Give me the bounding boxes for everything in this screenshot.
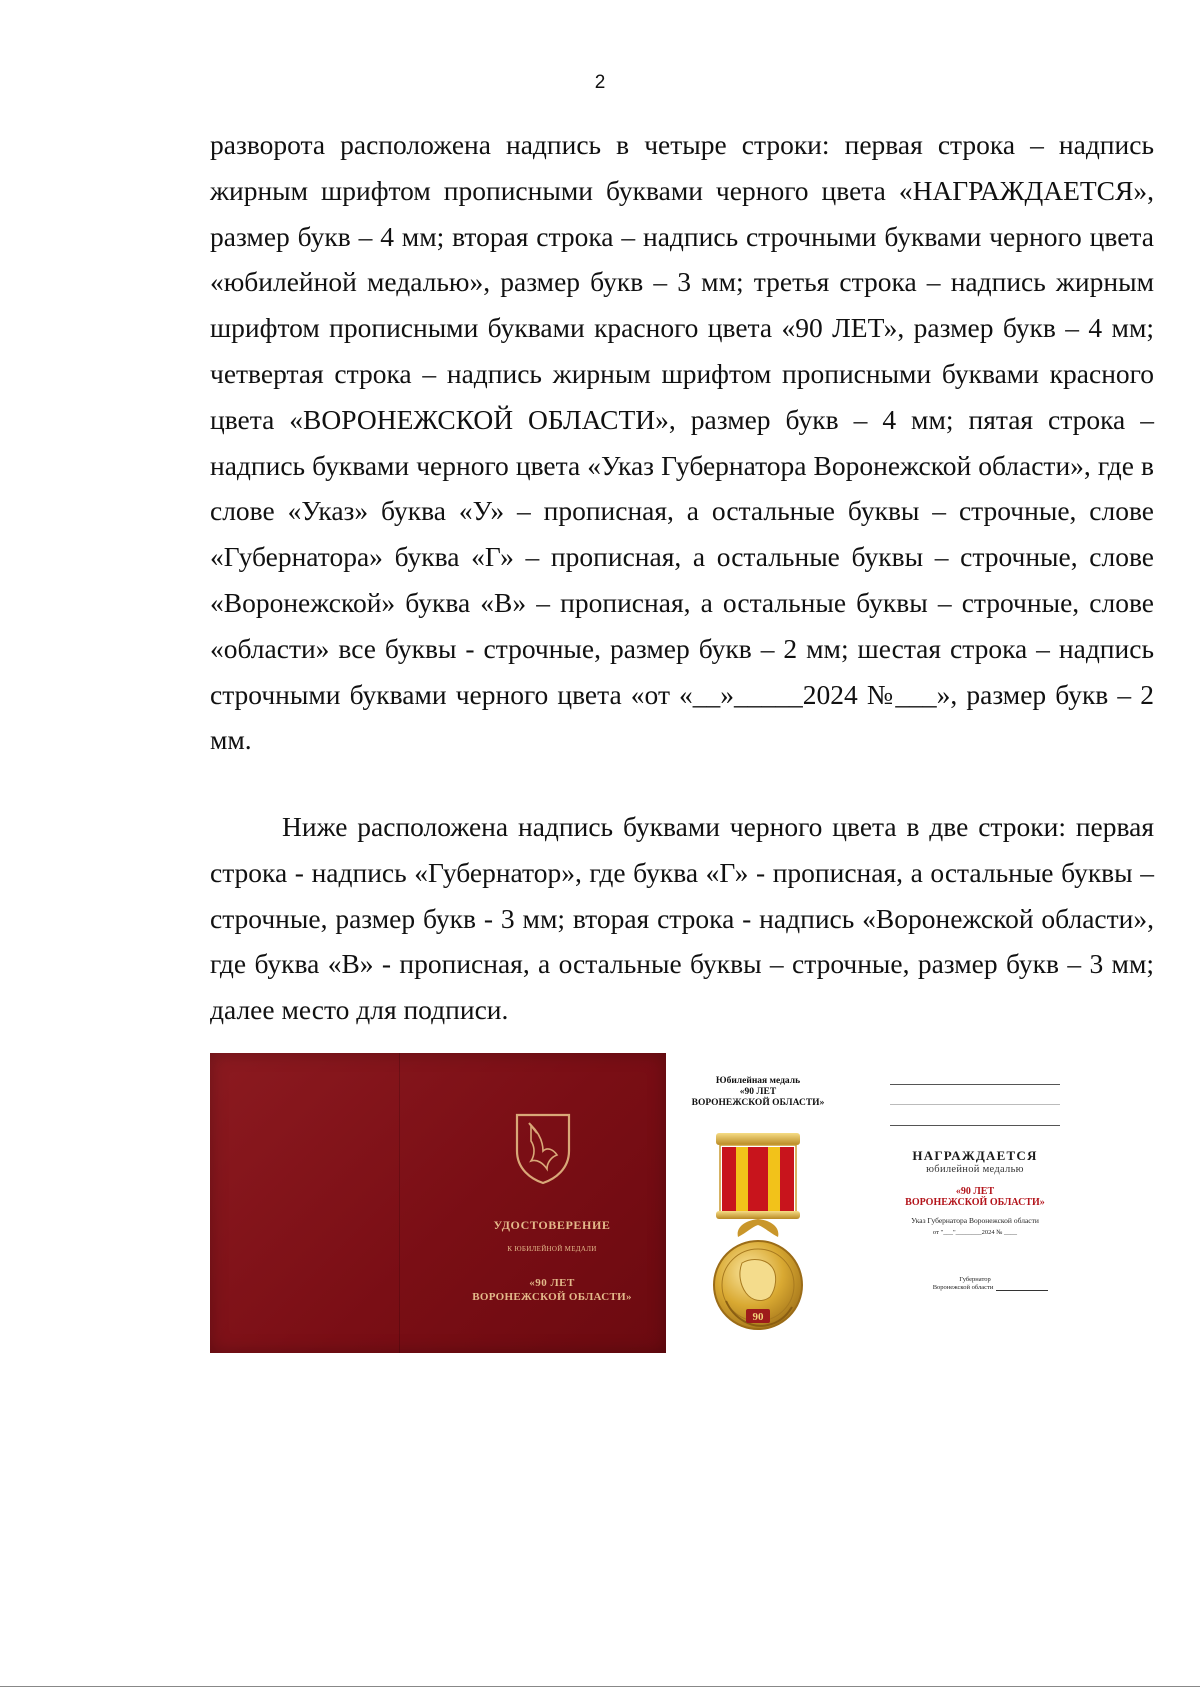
inner-medal-label: юбилейной медалью	[926, 1164, 1024, 1175]
cover-title: УДОСТОВЕРЕНИЕ	[493, 1218, 611, 1232]
cover-name-line-2: ВОРОНЕЖСКОЙ ОБЛАСТИ»	[472, 1291, 632, 1303]
body-paragraph-2: Ниже расположена надпись буквами черного цвета в две строки: первая строка - надпись «Губернатор», где буква «Г» - прописная, а остальные буквы – строчные, размер букв - 3 мм; вторая строка - надпись «Воронежской области», где буква «В» - прописная, а остальные буквы – строчные, размер букв – 3 мм; далее место для подписи.	[210, 811, 1154, 1026]
body-paragraph-1: разворота расположена надпись в четыре строки: первая строка – надпись жирным шрифтом прописными буквами черного цвета «НАГРАЖДАЕТСЯ», размер букв – 4 мм; вторая строка – надпись строчными буквами черного цвета «юбилейной медалью», размер букв – 3 мм; третья строка – надпись жирным шрифтом прописными буквами красного цвета «90 ЛЕТ», размер букв – 4 мм; четвертая строка – надпись жирным шрифтом прописными буквами красного цвета «ВОРОНЕЖСКОЙ ОБЛАСТИ», размер букв – 4 мм; пятая строка – надпись буквами черного цвета «Указ Губернатора Воронежской области», где в слове «Указ» буква «У» – прописная, а остальные буквы – строчные, слове «Губернатора» буква «Г» – прописная, а остальные буквы – строчные, слове «Воронежской» буква «В» – прописная, а остальные буквы – строчные, слове «области» все буквы - строчные, размер букв – 2 мм; шестая строка – надпись строчными буквами черного цвета «от «__»_____2024 №___», размер букв – 2 мм.	[210, 129, 1154, 756]
inner-date-line: от "___"________2024 № ____	[932, 1229, 1018, 1236]
medal-icon	[712, 1133, 804, 1347]
cover-subtitle: К ЮБИЛЕЙНОЙ МЕДАЛИ	[507, 1245, 597, 1253]
certificate-cover	[210, 1053, 666, 1353]
inner-governor-line-1: Губернатор	[959, 1276, 991, 1283]
medal-caption-line-1: Юбилейная медаль	[715, 1076, 801, 1086]
cover-fold	[399, 1053, 400, 1353]
scan-edge	[0, 1686, 1200, 1687]
medal-caption-line-3: ВОРОНЕЖСКОЙ ОБЛАСТИ»	[691, 1098, 825, 1108]
certificate-illustration	[210, 1053, 1090, 1353]
inner-awarded-heading: НАГРАЖДАЕТСЯ	[912, 1148, 1038, 1163]
inner-name-line-2: ВОРОНЕЖСКОЙ ОБЛАСТИ»	[905, 1197, 1045, 1208]
signature-line	[996, 1290, 1048, 1291]
blank-line	[890, 1084, 1060, 1085]
svg-text:90: 90	[752, 1311, 764, 1323]
coat-of-arms-icon	[513, 1111, 573, 1185]
certificate-inner-page	[890, 1083, 1090, 1323]
inner-decree: Указ Губернатора Воронежской области	[911, 1216, 1039, 1225]
inner-name-line-1: «90 ЛЕТ	[955, 1186, 995, 1197]
inner-governor-line-2: Воронежской области	[932, 1284, 994, 1291]
cover-name-line-1: «90 ЛЕТ	[529, 1277, 575, 1289]
medal-caption-line-2: «90 ЛЕТ	[739, 1087, 777, 1097]
page-number: 2	[594, 72, 606, 93]
blank-line	[890, 1104, 1060, 1105]
blank-line	[890, 1125, 1060, 1126]
